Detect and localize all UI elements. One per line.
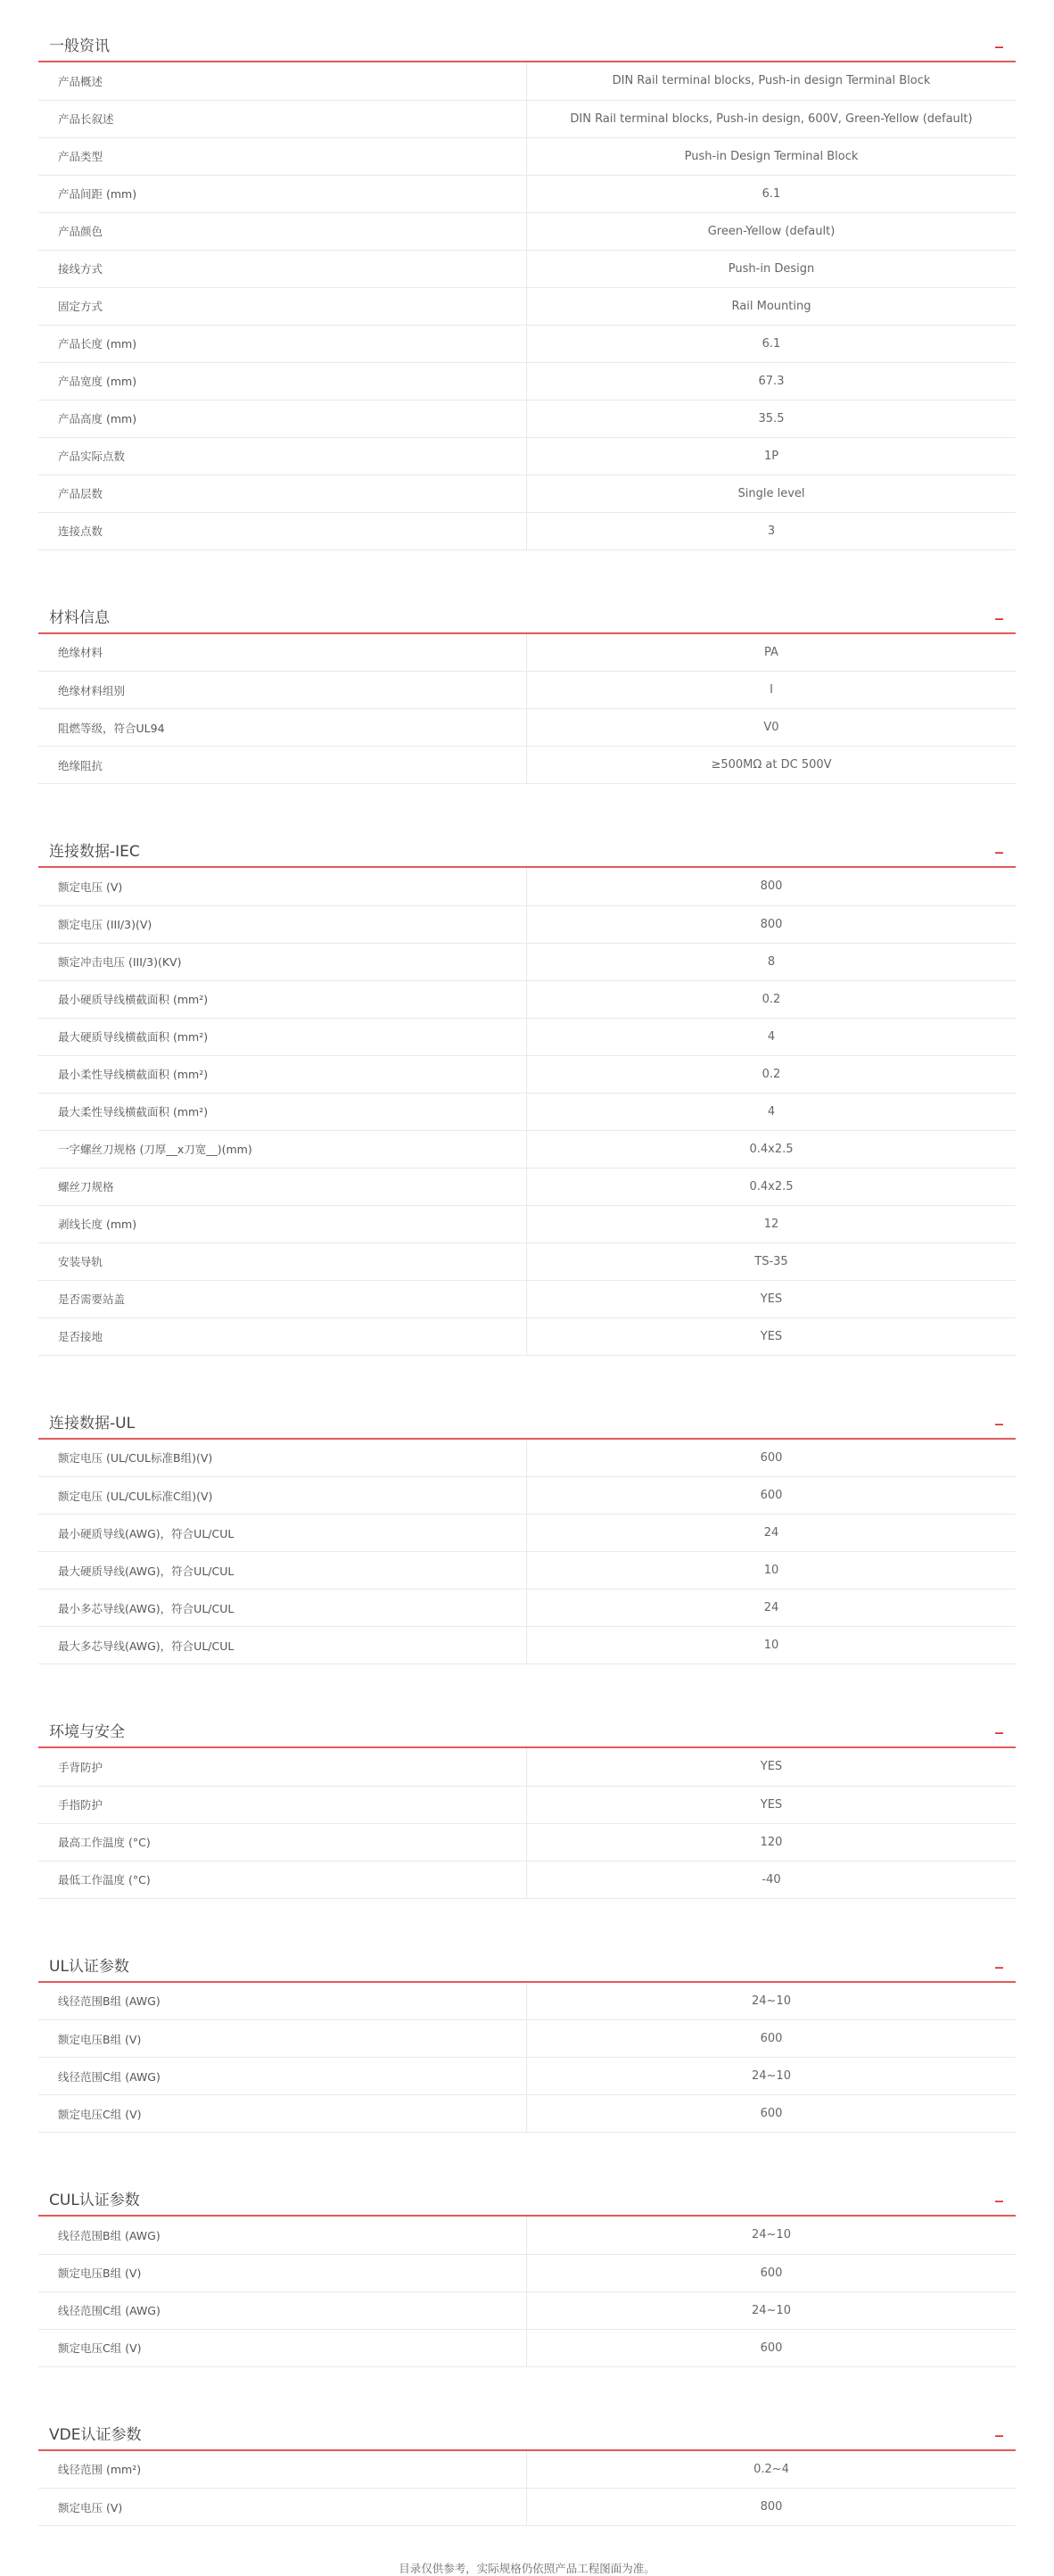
spec-row — [38, 2095, 1016, 2133]
spec-row — [38, 400, 1016, 437]
spec-row — [38, 1130, 1016, 1168]
spec-row — [38, 2291, 1016, 2329]
spec-value: TS-35 — [527, 1243, 1017, 1280]
spec-row — [38, 212, 1016, 250]
spec-value: 0.4x2.5 — [527, 1130, 1017, 1168]
spec-row — [38, 1280, 1016, 1317]
section-header[interactable] — [38, 2401, 1016, 2451]
spec-label: 安装导轨 — [38, 1243, 527, 1280]
spec-table — [38, 62, 1016, 550]
spec-value: YES — [527, 1786, 1017, 1823]
spec-row — [38, 62, 1016, 100]
spec-section — [38, 1390, 1016, 1665]
spec-label: 额定电压C组 (V) — [38, 2329, 527, 2366]
spec-sections — [38, 12, 1016, 2526]
spec-row — [38, 475, 1016, 512]
spec-value: PA — [527, 634, 1017, 672]
section-title: UL认证参数 — [49, 1957, 129, 1976]
spec-value: 120 — [527, 1823, 1017, 1861]
spec-label: 连接点数 — [38, 512, 527, 549]
spec-label: 是否需要站盖 — [38, 1280, 527, 1317]
spec-row — [38, 1205, 1016, 1243]
section-title: 连接数据-UL — [49, 1414, 136, 1432]
spec-label: 额定电压B组 (V) — [38, 2020, 527, 2058]
collapse-toggle-icon[interactable]: _ — [995, 601, 1003, 621]
spec-label: 是否接地 — [38, 1317, 527, 1355]
spec-value: 24~10 — [527, 2291, 1017, 2329]
spec-label: 最小硬质导线(AWG)，符合UL/CUL — [38, 1515, 527, 1552]
spec-section — [38, 818, 1016, 1356]
spec-row — [38, 747, 1016, 784]
section-header[interactable] — [38, 1933, 1016, 1983]
spec-row — [38, 1748, 1016, 1786]
spec-row — [38, 1093, 1016, 1130]
spec-row — [38, 1317, 1016, 1355]
spec-label: 额定冲击电压 (III/3)(KV) — [38, 943, 527, 980]
spec-label: 额定电压C组 (V) — [38, 2095, 527, 2133]
section-header[interactable] — [38, 1698, 1016, 1748]
spec-row — [38, 2254, 1016, 2291]
spec-label: 额定电压 (UL/CUL标准B组)(V) — [38, 1440, 527, 1477]
spec-label: 线径范围C组 (AWG) — [38, 2058, 527, 2095]
footer-note: 目录仅供参考，实际规格仍依照产品工程图面为准。 — [399, 2562, 655, 2575]
collapse-toggle-icon[interactable]: _ — [995, 2184, 1003, 2203]
spec-label: 最大柔性导线横截面积 (mm²) — [38, 1093, 527, 1130]
spec-value: ≥500MΩ at DC 500V — [527, 747, 1017, 784]
spec-value: 8 — [527, 943, 1017, 980]
spec-section — [38, 1933, 1016, 2134]
spec-value: Push-in Design — [527, 250, 1017, 287]
collapse-toggle-icon[interactable]: _ — [995, 30, 1003, 49]
spec-label: 接线方式 — [38, 250, 527, 287]
spec-row — [38, 1861, 1016, 1898]
spec-row — [38, 2329, 1016, 2366]
collapse-toggle-icon[interactable]: _ — [995, 1407, 1003, 1426]
section-title: CUL认证参数 — [49, 2192, 140, 2209]
spec-value: 4 — [527, 1093, 1017, 1130]
spec-section — [38, 12, 1016, 550]
spec-label: 产品高度 (mm) — [38, 400, 527, 437]
section-title: 一般资讯 — [49, 37, 110, 55]
spec-table — [38, 634, 1016, 785]
spec-label: 产品宽度 (mm) — [38, 362, 527, 400]
spec-label: 手背防护 — [38, 1748, 527, 1786]
spec-value: 12 — [527, 1205, 1017, 1243]
spec-label: 固定方式 — [38, 287, 527, 325]
spec-value: 0.4x2.5 — [527, 1168, 1017, 1205]
spec-section — [38, 1698, 1016, 1899]
spec-row — [38, 2489, 1016, 2526]
spec-row — [38, 1823, 1016, 1861]
spec-row — [38, 980, 1016, 1018]
spec-value: 10 — [527, 1552, 1017, 1589]
spec-label: 产品颜色 — [38, 212, 527, 250]
spec-value: 600 — [527, 2020, 1017, 2058]
spec-label: 最高工作温度 (°C) — [38, 1823, 527, 1861]
collapse-toggle-icon[interactable]: _ — [995, 2418, 1003, 2438]
spec-label: 产品类型 — [38, 137, 527, 175]
collapse-toggle-icon[interactable]: _ — [995, 836, 1003, 855]
spec-value: 67.3 — [527, 362, 1017, 400]
spec-row — [38, 100, 1016, 137]
spec-row — [38, 1627, 1016, 1664]
spec-value: DIN Rail terminal blocks, Push-in design, 600V, Green-Yellow (default) — [527, 100, 1017, 137]
section-header[interactable] — [38, 12, 1016, 62]
spec-label: 产品实际点数 — [38, 437, 527, 475]
spec-row — [38, 868, 1016, 905]
spec-label: 最小柔性导线横截面积 (mm²) — [38, 1055, 527, 1093]
spec-row — [38, 2058, 1016, 2095]
spec-table — [38, 1983, 1016, 2134]
spec-row — [38, 287, 1016, 325]
spec-value: YES — [527, 1748, 1017, 1786]
spec-label: 最小多芯导线(AWG)，符合UL/CUL — [38, 1589, 527, 1627]
spec-sheet — [38, 0, 1016, 2576]
spec-label: 额定电压 (III/3)(V) — [38, 905, 527, 943]
spec-label: 螺丝刀规格 — [38, 1168, 527, 1205]
spec-row — [38, 250, 1016, 287]
spec-table — [38, 2217, 1016, 2367]
spec-label: 线径范围B组 (AWG) — [38, 1983, 527, 2020]
spec-label: 最大硬质导线(AWG)，符合UL/CUL — [38, 1552, 527, 1589]
spec-row — [38, 2451, 1016, 2489]
spec-label: 额定电压 (UL/CUL标准C组)(V) — [38, 1477, 527, 1515]
spec-row — [38, 2020, 1016, 2058]
spec-row — [38, 362, 1016, 400]
spec-value: Single level — [527, 475, 1017, 512]
spec-label: 额定电压B组 (V) — [38, 2254, 527, 2291]
spec-row — [38, 672, 1016, 709]
spec-row — [38, 1983, 1016, 2020]
spec-row — [38, 2217, 1016, 2254]
spec-row — [38, 1440, 1016, 1477]
spec-section — [38, 2167, 1016, 2367]
spec-label: 最大硬质导线横截面积 (mm²) — [38, 1018, 527, 1055]
spec-value: 4 — [527, 1018, 1017, 1055]
spec-table — [38, 1440, 1016, 1665]
spec-value: 24~10 — [527, 2217, 1017, 2254]
section-title: 环境与安全 — [49, 1723, 125, 1741]
spec-label: 最低工作温度 (°C) — [38, 1861, 527, 1898]
spec-label: 额定电压 (V) — [38, 2489, 527, 2526]
spec-value: 6.1 — [527, 175, 1017, 212]
spec-label: 手指防护 — [38, 1786, 527, 1823]
spec-label: 最大多芯导线(AWG)，符合UL/CUL — [38, 1627, 527, 1664]
spec-row — [38, 1055, 1016, 1093]
spec-label: 线径范围B组 (AWG) — [38, 2217, 527, 2254]
spec-value: 24~10 — [527, 2058, 1017, 2095]
spec-value: 600 — [527, 2095, 1017, 2133]
spec-label: 一字螺丝刀规格 (刀厚__x刀宽__)(mm) — [38, 1130, 527, 1168]
spec-label: 绝缘阻抗 — [38, 747, 527, 784]
spec-row — [38, 137, 1016, 175]
spec-value: 800 — [527, 2489, 1017, 2526]
spec-value: 600 — [527, 2329, 1017, 2366]
spec-label: 产品长度 (mm) — [38, 325, 527, 362]
spec-row — [38, 1018, 1016, 1055]
spec-table — [38, 868, 1016, 1356]
spec-row — [38, 905, 1016, 943]
spec-row — [38, 709, 1016, 747]
spec-label: 绝缘材料 — [38, 634, 527, 672]
spec-label: 线径范围 (mm²) — [38, 2451, 527, 2489]
spec-label: 产品层数 — [38, 475, 527, 512]
spec-value: -40 — [527, 1861, 1017, 1898]
section-header[interactable] — [38, 1390, 1016, 1440]
spec-label: 产品间距 (mm) — [38, 175, 527, 212]
spec-row — [38, 1552, 1016, 1589]
section-title: VDE认证参数 — [49, 2425, 142, 2444]
spec-value: 0.2 — [527, 1055, 1017, 1093]
spec-value: 0.2 — [527, 980, 1017, 1018]
spec-row — [38, 1243, 1016, 1280]
spec-value: YES — [527, 1317, 1017, 1355]
spec-value: 0.2~4 — [527, 2451, 1017, 2489]
spec-value: Rail Mounting — [527, 287, 1017, 325]
spec-label: 剥线长度 (mm) — [38, 1205, 527, 1243]
spec-value: 10 — [527, 1627, 1017, 1664]
spec-row — [38, 634, 1016, 672]
section-title: 材料信息 — [49, 608, 110, 627]
spec-row — [38, 1168, 1016, 1205]
spec-row — [38, 1515, 1016, 1552]
spec-row — [38, 175, 1016, 212]
spec-value: 24 — [527, 1515, 1017, 1552]
spec-label: 产品概述 — [38, 62, 527, 100]
spec-row — [38, 512, 1016, 549]
spec-value: 600 — [527, 1440, 1017, 1477]
spec-value: 24 — [527, 1589, 1017, 1627]
spec-row — [38, 325, 1016, 362]
spec-value: 800 — [527, 905, 1017, 943]
spec-label: 最小硬质导线横截面积 (mm²) — [38, 980, 527, 1018]
section-title: 连接数据-IEC — [49, 843, 140, 861]
section-header[interactable] — [38, 818, 1016, 868]
spec-value: Green-Yellow (default) — [527, 212, 1017, 250]
spec-row — [38, 437, 1016, 475]
spec-value: 3 — [527, 512, 1017, 549]
spec-value: 6.1 — [527, 325, 1017, 362]
spec-label: 产品长叙述 — [38, 100, 527, 137]
spec-value: YES — [527, 1280, 1017, 1317]
spec-value: I — [527, 672, 1017, 709]
spec-value: DIN Rail terminal blocks, Push-in design Terminal Block — [527, 62, 1017, 100]
section-header[interactable] — [38, 2167, 1016, 2217]
spec-section — [38, 2401, 1016, 2527]
spec-table — [38, 1748, 1016, 1899]
spec-row — [38, 1589, 1016, 1627]
section-header[interactable] — [38, 584, 1016, 634]
collapse-toggle-icon[interactable]: _ — [995, 1716, 1003, 1735]
spec-row — [38, 943, 1016, 980]
spec-row — [38, 1477, 1016, 1515]
spec-label: 绝缘材料组别 — [38, 672, 527, 709]
spec-value: 600 — [527, 2254, 1017, 2291]
spec-value: 800 — [527, 868, 1017, 905]
spec-value: 24~10 — [527, 1983, 1017, 2020]
spec-value: V0 — [527, 709, 1017, 747]
spec-row — [38, 1786, 1016, 1823]
spec-value: Push-in Design Terminal Block — [527, 137, 1017, 175]
spec-value: 600 — [527, 1477, 1017, 1515]
spec-value: 1P — [527, 437, 1017, 475]
spec-label: 阻燃等级，符合UL94 — [38, 709, 527, 747]
spec-label: 线径范围C组 (AWG) — [38, 2291, 527, 2329]
spec-section — [38, 584, 1016, 785]
spec-table — [38, 2451, 1016, 2527]
collapse-toggle-icon[interactable]: _ — [995, 1950, 1003, 1969]
spec-value: 35.5 — [527, 400, 1017, 437]
spec-label: 额定电压 (V) — [38, 868, 527, 905]
